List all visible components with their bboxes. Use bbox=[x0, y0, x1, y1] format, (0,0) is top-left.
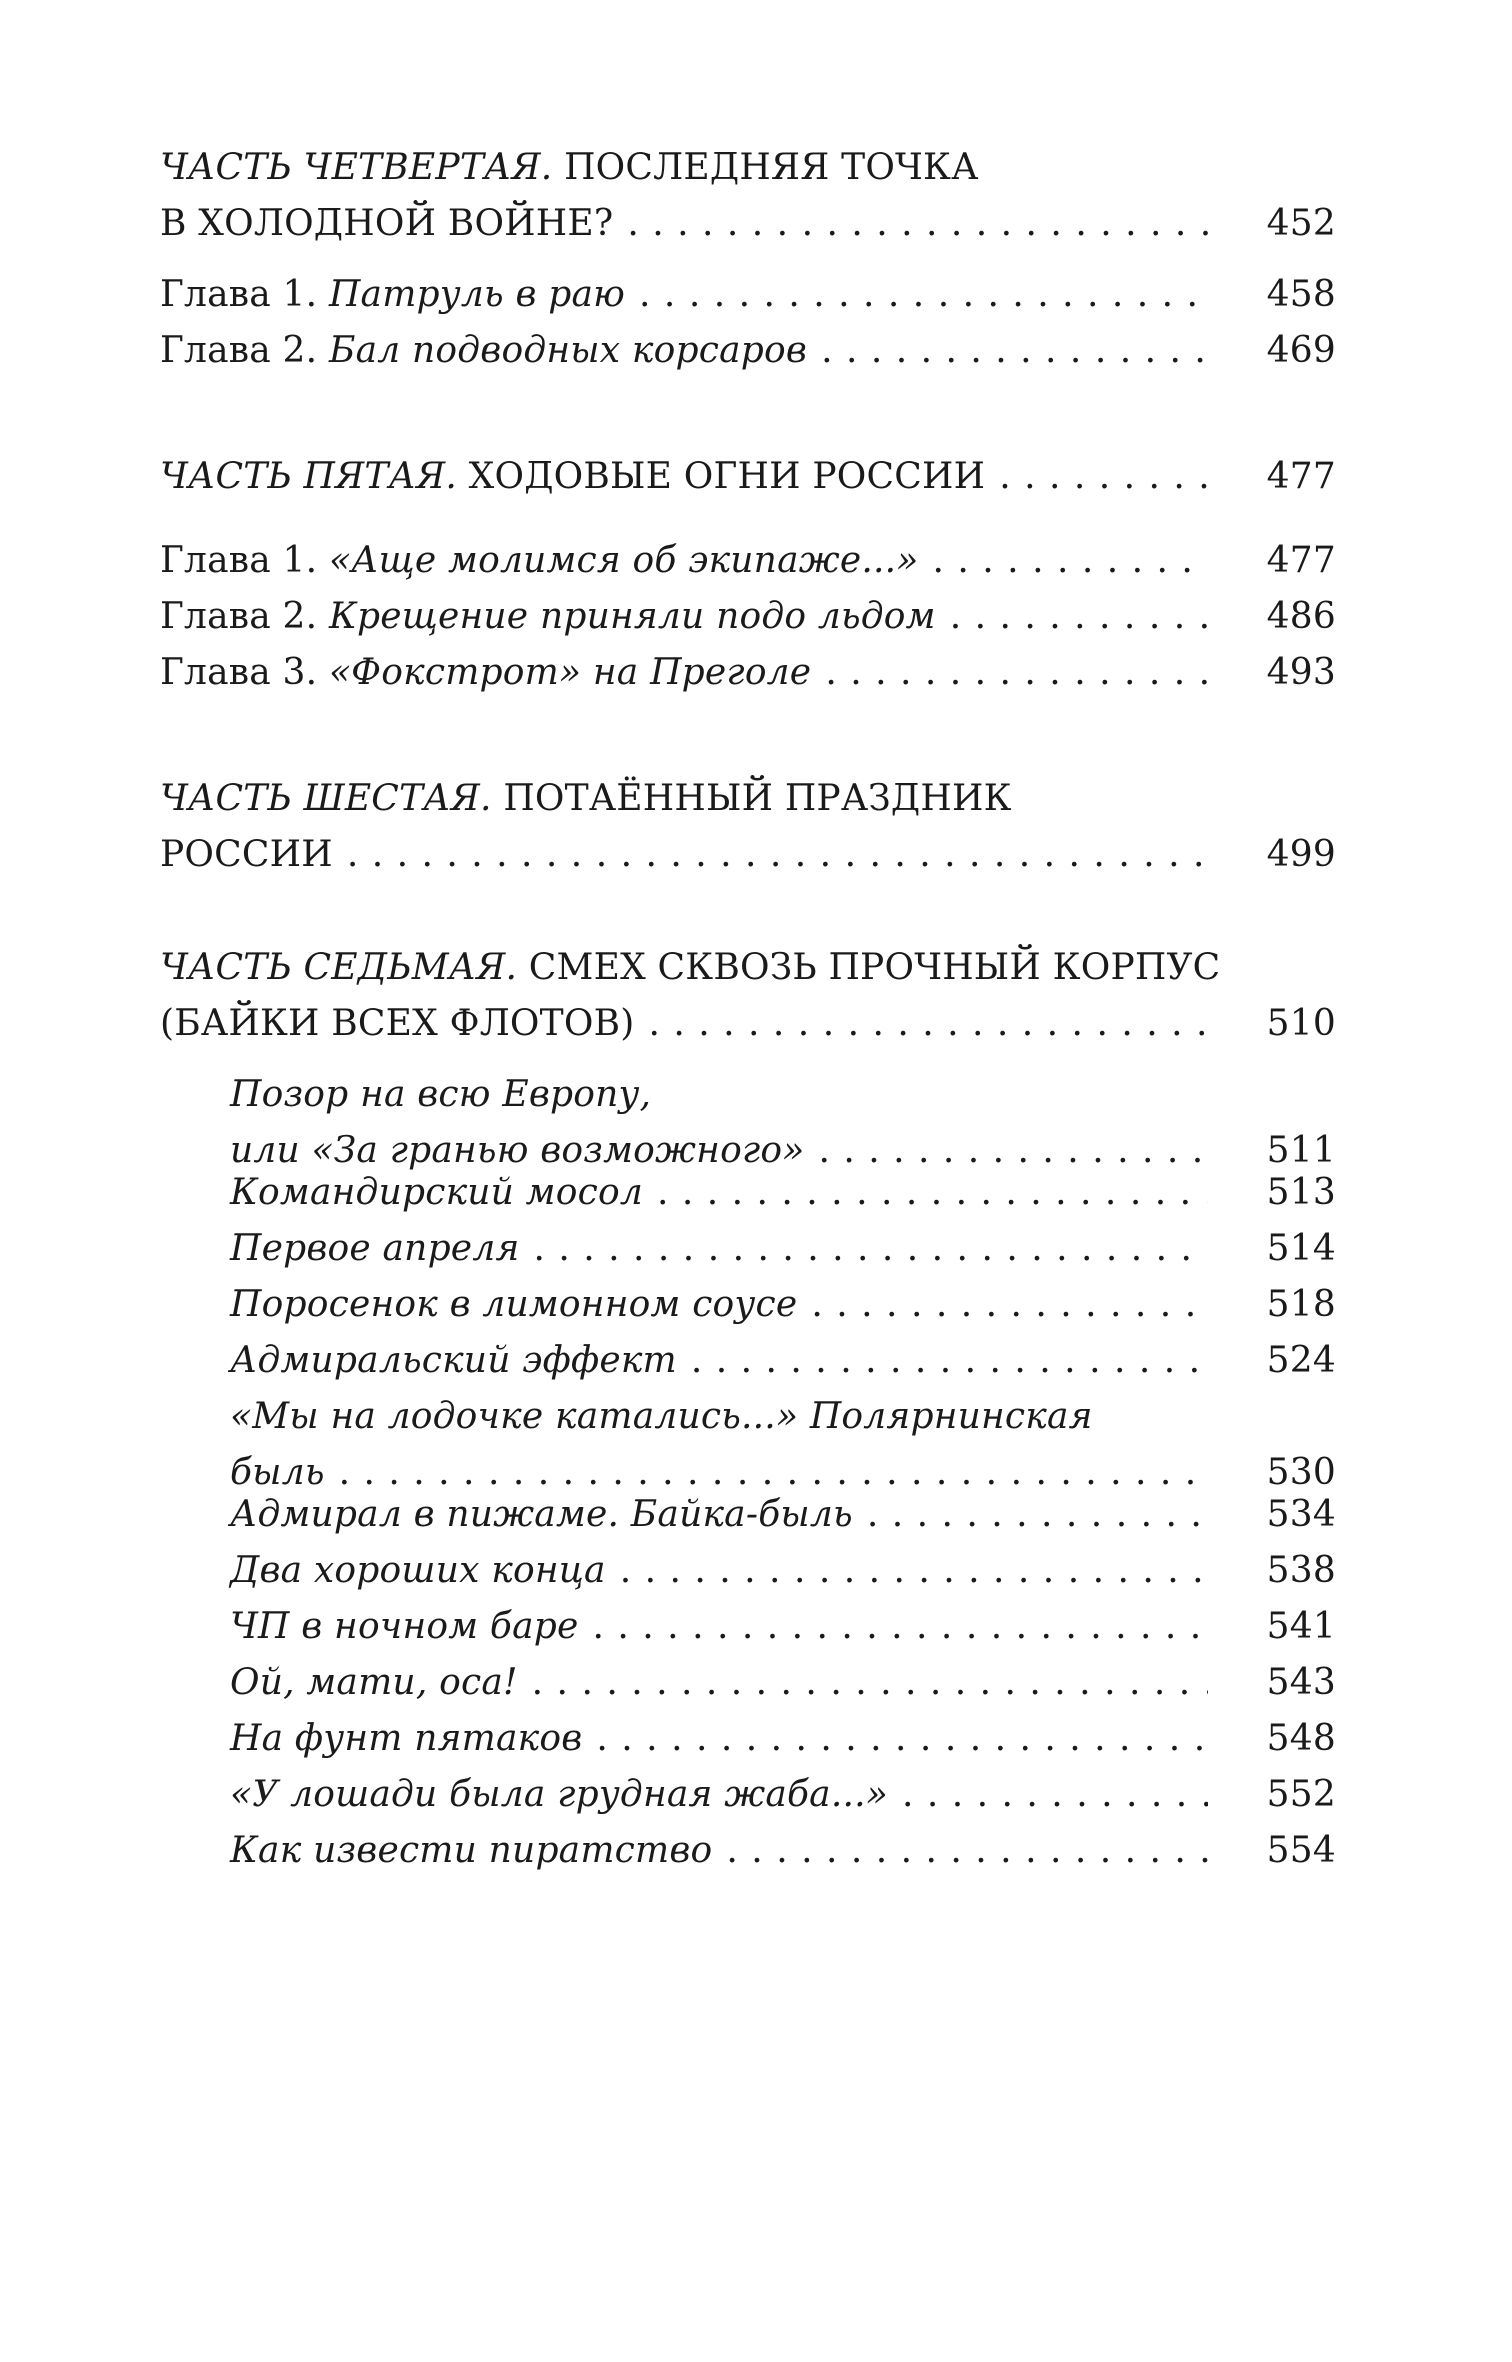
part-label: ЧАСТЬ СЕДЬМАЯ. bbox=[160, 947, 518, 988]
part-label: ЧАСТЬ ШЕСТАЯ. bbox=[160, 778, 492, 819]
page-number: 477 bbox=[1266, 456, 1336, 497]
toc-chapter[interactable] bbox=[160, 267, 1336, 323]
page-number: 458 bbox=[1266, 274, 1336, 315]
page-number: 518 bbox=[1266, 1284, 1336, 1325]
dot-leader bbox=[533, 1221, 1208, 1277]
toc-part-7-line2 bbox=[160, 996, 1336, 1052]
chapter-prefix: Глава 2. bbox=[160, 596, 318, 637]
table-of-contents bbox=[160, 0, 1336, 2362]
page-number: 554 bbox=[1266, 1830, 1336, 1871]
dot-leader bbox=[867, 1487, 1208, 1543]
toc-story[interactable] bbox=[230, 1067, 1336, 1179]
part-title-continued: В ХОЛОДНОЙ ВОЙНЕ? bbox=[160, 203, 614, 244]
toc-story[interactable] bbox=[230, 1823, 1336, 1879]
story-title: Как извести пиратство bbox=[230, 1830, 713, 1871]
story-title: Первое апреля bbox=[230, 1228, 520, 1269]
toc-story[interactable] bbox=[230, 1221, 1336, 1277]
story-title-continued: или «За гранью возможного» bbox=[230, 1130, 805, 1171]
page-number: 477 bbox=[1266, 540, 1336, 581]
story-title: «Мы на лодочке катались...» Полярнинская bbox=[230, 1396, 1093, 1437]
story-title: Адмирал в пижаме. Байка-быль bbox=[230, 1494, 853, 1535]
dot-leader bbox=[627, 196, 1208, 252]
dot-leader bbox=[639, 267, 1208, 323]
story-title: Адмиральский эффект bbox=[230, 1340, 677, 1381]
page-number: 524 bbox=[1266, 1340, 1336, 1381]
story-title: «У лошади была грудная жаба...» bbox=[230, 1774, 888, 1815]
dot-leader bbox=[657, 1165, 1208, 1221]
part-title: ХОДОВЫЕ ОГНИ РОССИИ bbox=[468, 456, 986, 497]
toc-chapter[interactable] bbox=[160, 533, 1336, 589]
toc-story[interactable] bbox=[230, 1711, 1336, 1767]
story-title-continued: быль bbox=[230, 1452, 325, 1493]
chapter-prefix: Глава 2. bbox=[160, 330, 318, 371]
dot-leader bbox=[902, 1767, 1208, 1823]
dot-leader bbox=[347, 827, 1208, 883]
dot-leader bbox=[593, 1599, 1208, 1655]
toc-chapter[interactable] bbox=[160, 589, 1336, 645]
story-title: ЧП в ночном баре bbox=[230, 1606, 579, 1647]
dot-leader bbox=[811, 1277, 1208, 1333]
toc-story[interactable] bbox=[230, 1487, 1336, 1543]
dot-leader bbox=[933, 533, 1208, 589]
toc-story[interactable] bbox=[230, 1655, 1336, 1711]
page-number: 499 bbox=[1266, 834, 1336, 875]
toc-chapter[interactable] bbox=[160, 645, 1336, 701]
toc-part-6-line1 bbox=[160, 771, 1336, 827]
dot-leader bbox=[726, 1823, 1208, 1879]
toc-story[interactable] bbox=[230, 1389, 1336, 1501]
chapter-prefix: Глава 1. bbox=[160, 540, 318, 581]
part-label: ЧАСТЬ ЧЕТВЕРТАЯ. bbox=[160, 147, 553, 188]
dot-leader bbox=[648, 996, 1208, 1052]
dot-leader bbox=[532, 1655, 1208, 1711]
dot-leader bbox=[821, 323, 1208, 379]
page-number: 514 bbox=[1266, 1228, 1336, 1269]
story-title: Ой, мати, оса! bbox=[230, 1662, 518, 1703]
chapter-title: Бал подводных корсаров bbox=[328, 330, 808, 371]
page-number: 548 bbox=[1266, 1718, 1336, 1759]
toc-part-7-line1 bbox=[160, 940, 1336, 996]
page-number: 511 bbox=[1266, 1130, 1336, 1171]
toc-part-5[interactable] bbox=[160, 449, 1336, 505]
part-title: СМЕХ СКВОЗЬ ПРОЧНЫЙ КОРПУС bbox=[528, 947, 1221, 988]
page-number: 510 bbox=[1266, 1003, 1336, 1044]
part-title-continued: РОССИИ bbox=[160, 834, 333, 875]
part-title-continued: (БАЙКИ ВСЕХ ФЛОТОВ) bbox=[160, 1003, 635, 1044]
page-number: 469 bbox=[1266, 330, 1336, 371]
toc-story[interactable] bbox=[230, 1543, 1336, 1599]
chapter-title: Крещение приняли подо льдом bbox=[328, 596, 936, 637]
toc-part-4[interactable] bbox=[160, 140, 1336, 252]
page-number: 538 bbox=[1266, 1550, 1336, 1591]
dot-leader bbox=[596, 1711, 1208, 1767]
toc-story[interactable] bbox=[230, 1277, 1336, 1333]
dot-leader bbox=[620, 1543, 1208, 1599]
page-number: 543 bbox=[1266, 1662, 1336, 1703]
page-number: 493 bbox=[1266, 652, 1336, 693]
dot-leader bbox=[825, 645, 1208, 701]
toc-story[interactable] bbox=[230, 1333, 1336, 1389]
page-number: 541 bbox=[1266, 1606, 1336, 1647]
dot-leader bbox=[999, 449, 1208, 505]
chapter-prefix: Глава 3. bbox=[160, 652, 318, 693]
dot-leader bbox=[950, 589, 1208, 645]
story-title: Два хороших конца bbox=[230, 1550, 606, 1591]
toc-part-7[interactable] bbox=[160, 940, 1336, 1052]
toc-part-6-line2 bbox=[160, 827, 1336, 883]
story-title: Позор на всю Европу, bbox=[230, 1074, 652, 1115]
toc-story[interactable] bbox=[230, 1767, 1336, 1823]
dot-leader bbox=[691, 1333, 1208, 1389]
part-title: ПОСЛЕДНЯЯ ТОЧКА bbox=[564, 147, 979, 188]
toc-part-4-line1 bbox=[160, 140, 1336, 196]
story-title: На фунт пятаков bbox=[230, 1718, 583, 1759]
page-number: 486 bbox=[1266, 596, 1336, 637]
chapter-prefix: Глава 1. bbox=[160, 274, 318, 315]
toc-story[interactable] bbox=[230, 1165, 1336, 1221]
page-number: 513 bbox=[1266, 1172, 1336, 1213]
part-label: ЧАСТЬ ПЯТАЯ. bbox=[160, 456, 458, 497]
page-number: 534 bbox=[1266, 1494, 1336, 1535]
toc-story[interactable] bbox=[230, 1599, 1336, 1655]
page-number: 552 bbox=[1266, 1774, 1336, 1815]
page-number: 452 bbox=[1266, 203, 1336, 244]
page-number: 530 bbox=[1266, 1452, 1336, 1493]
chapter-title: Патруль в раю bbox=[328, 274, 626, 315]
toc-part-6[interactable] bbox=[160, 771, 1336, 883]
story-title: Поросенок в лимонном соусе bbox=[230, 1284, 798, 1325]
toc-chapter[interactable] bbox=[160, 323, 1336, 379]
toc-part-4-line2 bbox=[160, 196, 1336, 252]
chapter-title: «Аще молимся об экипаже...» bbox=[328, 540, 919, 581]
chapter-title: «Фокстрот» на Преголе bbox=[328, 652, 812, 693]
part-title: ПОТАЁННЫЙ ПРАЗДНИК bbox=[503, 778, 1012, 819]
story-title: Командирский мосол bbox=[230, 1172, 643, 1213]
